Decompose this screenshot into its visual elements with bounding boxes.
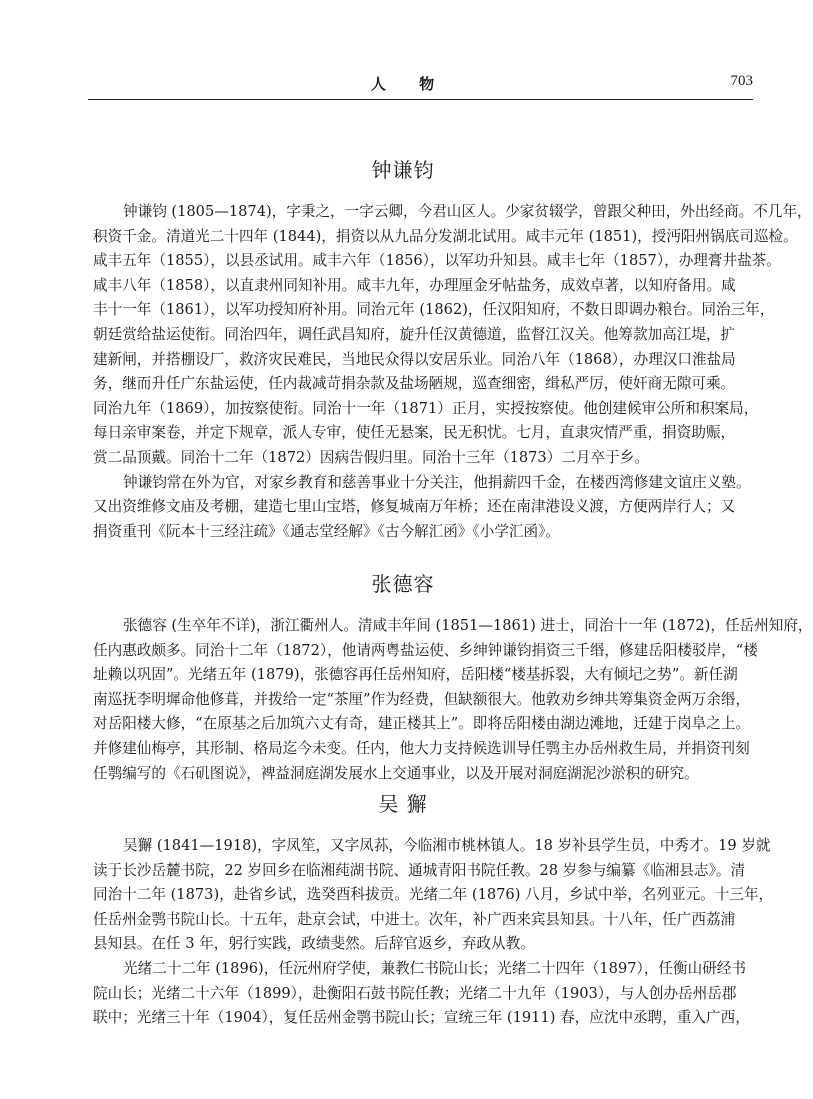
text-line: 钟谦钧常在外为官，对家乡教育和慈善事业十分关注，他捐薪四千金，在楼西湾修建文谊庄义塾。 — [123, 473, 751, 491]
text-line: 钟谦钧 (1805—1874)，字秉之，一字云卿，今君山区人。少家贫辍学，曾跟父种田，外出经商。不几年， — [123, 203, 812, 220]
text-line: 捐资重刊《阮本十三经注疏》《通志堂经解》《古今解汇函》《小学汇函》。 — [93, 522, 560, 540]
text-line: 读于长沙岳麓书院，22 岁回乡在临湘莼湖书院、通城青阳书院任教。28 岁参与编纂《临湘县志》。清 — [93, 861, 746, 879]
text-line: 朝廷赏给盐运使衔。同治四年，调任武昌知府，旋升任汉黄德道，监督江汉关。他筹款加高江堤，扩 — [93, 325, 736, 343]
text-line: 咸丰五年（1855），以县丞试用。咸丰六年（1856），以军功升知县。咸丰七年（1857），办理膏井盐茶。 — [93, 252, 781, 270]
text-line: 南巡抚李明墀命他修葺，并拨给一定“茶厘”作为经费，但缺额很大。他敦劝乡绅共筹集资金两万余缗， — [93, 690, 751, 708]
running-header-section: 人 物 — [370, 75, 449, 93]
page-number: 703 — [730, 73, 753, 89]
text-line: 丰十一年（1861），以军功授知府补用。同治元年 (1862)，任汉阳知府，不数日即调办粮台。同治三年， — [93, 301, 775, 319]
text-line: 务，继而升任广东盐运使，任内裁减苛捐杂款及盐场陋规，巡查细密，缉私严厉，使奸商无隙可乘。 — [93, 375, 736, 393]
paragraph — [93, 200, 812, 471]
biography-zhong-qianjun — [93, 155, 812, 544]
paragraph — [93, 834, 774, 957]
text-line: 吴獬 (1841—1918)，字凤笙，又字凤荪，今临湘市桃林镇人。18 岁补县学生员，中秀才。19 岁就 — [123, 837, 771, 854]
text-line: 并修建仙梅亭，其形制、格局迄今未变。任内，他大力支持候选训导任鹗主办岳州救生局，并捐资刊刻 — [93, 739, 750, 757]
text-line: 光绪二十二年 (1896)，任沅州府学使，兼教仁书院山长；光绪二十四年（1897），任衡山研经书 — [123, 959, 746, 977]
biography-wu-xie — [93, 789, 774, 1031]
text-line: 任鹗编写的《石矶图说》，裨益洞庭湖发展水上交通事业，以及开展对洞庭湖泥沙淤积的研究。 — [93, 764, 699, 782]
text-line: 咸丰八年（1858），以直隶州同知补用。咸丰九年，办理厘金牙帖盐务，成效卓著，以知府备用。咸 — [93, 276, 736, 294]
text-line: 张德容 (生卒年不详)，浙江衢州人。清咸丰年间 (1851—1861) 进士，同治十一年 (1872)，任岳州知府， — [123, 617, 813, 634]
text-line: 赏二品顶戴。同治十二年（1872）因病告假归里。同治十三年（1873）二月卒于乡。 — [93, 448, 649, 466]
text-line: 每日亲审案卷，并定下规章，派人专审，使任无悬案，民无积忧。七月，直隶灾情严重，捐资助赈， — [93, 424, 736, 442]
biography-zhang-derong — [93, 569, 813, 786]
section-title: 张德容 — [371, 572, 435, 596]
text-line: 同治九年（1869），加按察使衔。同治十一年（1871）正月，实授按察使。他创建候审公所和积案局， — [93, 399, 759, 417]
text-line: 址赖以巩固”。光绪五年 (1879)，张德容再任岳州知府，岳阳楼“楼基拆裂，大有倾圮之势”。新任湖 — [93, 666, 738, 684]
text-line: 联中；光绪三十年（1904），复任岳州金鹗书院山长；宣统三年 (1911) 春，应沈中丞聘，重入广西， — [93, 1009, 750, 1027]
text-line: 县知县。在任 3 年，躬行实践，政绩斐然。后辞官返乡，弃政从教。 — [93, 935, 535, 953]
text-line: 同治十二年 (1873)，赴省乡试，选癸酉科拔贡。光绪二年 (1876) 八月，乡试中举，名列亚元。十三年， — [93, 886, 774, 904]
paragraph — [93, 471, 751, 545]
text-line: 任岳州金鹗书院山长。十五年，赴京会试，中进士。次年，补广西来宾县知县。十八年，任广西荔浦 — [93, 910, 736, 928]
text-line: 积资千金。清道光二十四年 (1844)，捐资以从九品分发湖北试用。咸丰元年 (1851)，授沔阳州锅底司巡检。 — [93, 227, 798, 245]
section-title: 钟谦钧 — [371, 158, 435, 182]
header-rule — [88, 99, 753, 100]
text-line: 建新闸，并搭棚设厂，救济灾民难民，当地民众得以安居乐业。同治八年（1868），办理汉口淮盐局 — [93, 350, 736, 368]
paragraph — [93, 614, 813, 786]
text-line: 对岳阳楼大修，“在原基之后加筑六丈有奇，建正楼其上”。即将岳阳楼由湖边滩地，迁建于岗阜之上。 — [93, 715, 751, 733]
paragraph — [93, 957, 750, 1031]
text-line: 院山长；光绪二十六年（1899），赴衡阳石鼓书院任教；光绪二十九年（1903），与人创办岳州岳郡 — [93, 984, 737, 1002]
text-line: 任内惠政颇多。同治十二年（1872），他请两粤盐运使、乡绅钟谦钧捐资三千缗，修建岳阳楼驳岸，“楼 — [93, 641, 758, 659]
section-title: 吴 獬 — [378, 792, 428, 816]
text-line: 又出资维修文庙及考棚，建造七里山宝塔，修复城南万年桥；还在南津港设义渡，方便两岸行人；又 — [93, 498, 736, 516]
